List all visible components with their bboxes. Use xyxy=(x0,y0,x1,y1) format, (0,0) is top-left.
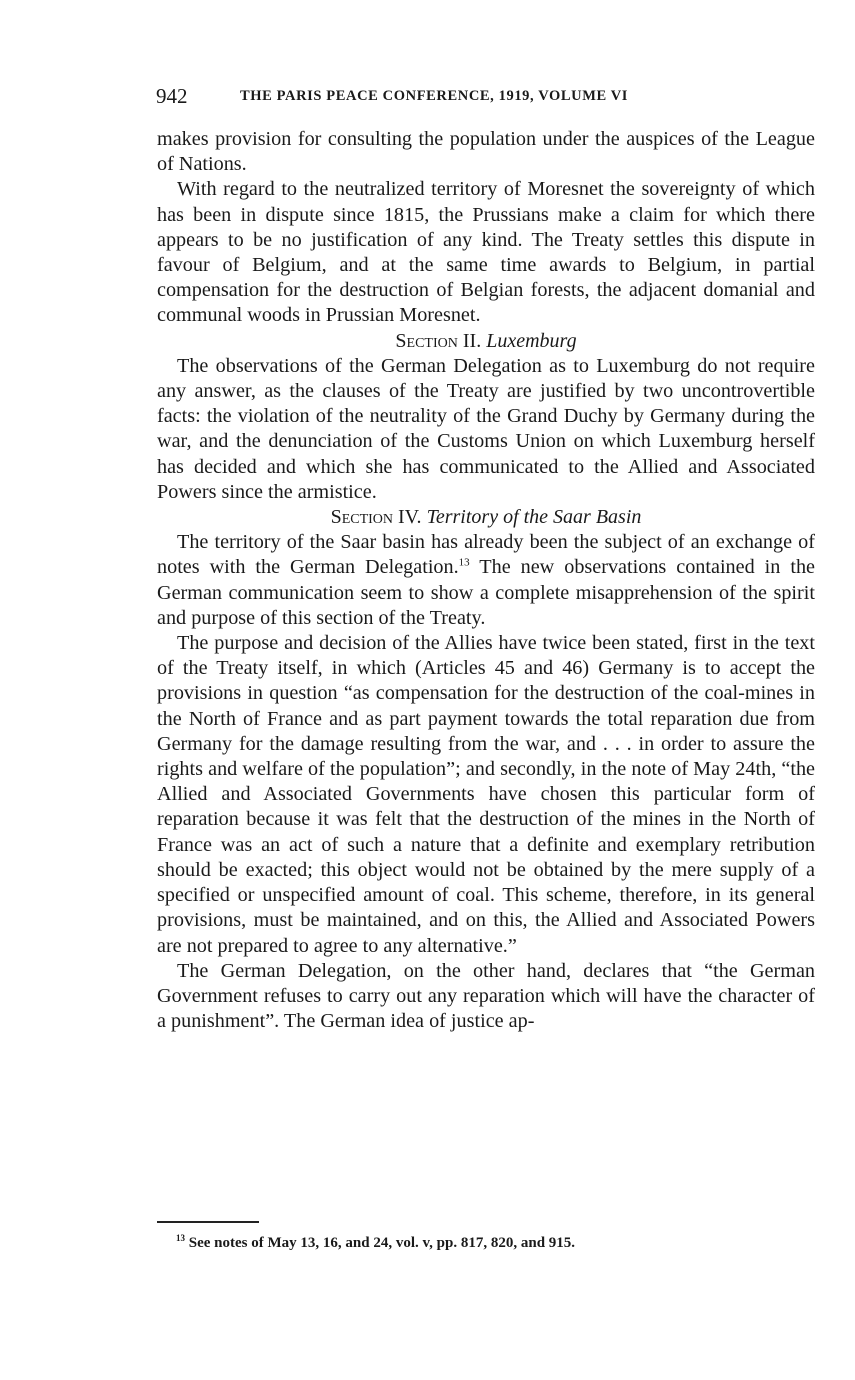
paragraph-saar-intro xyxy=(157,530,815,631)
running-head: THE PARIS PEACE CONFERENCE, 1919, VOLUME VI xyxy=(240,88,629,104)
footnote-marker: 13 xyxy=(176,1233,185,1243)
paragraph-luxemburg: The observations of the German Delegation as to Luxemburg do not require any answer, as the clauses of the Treaty are justified by two uncontrovertible facts: the violation of the neutrality of the Grand Duchy by Germany during the war, and the denunciation of the Customs Union on which Luxemburg herself has decided and which she has communicated to the Allied and Associated Powers since the armistice. xyxy=(157,354,815,503)
section-heading-saar xyxy=(157,505,815,530)
section-title: Luxemburg xyxy=(486,329,577,352)
page-header xyxy=(156,86,816,112)
footnote-reference: 13 xyxy=(458,556,470,569)
footnote-text: See notes of May 13, 16, and 24, vol. v, pp. 817, 820, and 915. xyxy=(188,1235,576,1251)
paragraph-allies-purpose: The purpose and decision of the Allies have twice been stated, first in the text of the Treaty itself, in which (Articles 45 and 46) Germany is to accept the provisions in question “as compensation for the destruction of the coal-mines in the North of France and as part payment towards the total reparation due from Germany for the damage resulting from the war, and . . . in order to assure the rights and welfare of the population”; and secondly, in the note of May 24th, “the Allied and Associated Governments have chosen this particular form of reparation because it was felt that the destruction of the mines in the North of France was an act of such a nature that a definite and exemplary retribution should be exacted; this object would not be obtained by the mere supply of a specified or unspecified amount of coal. This scheme, therefore, in its general provisions, must be maintained, and on this, the Allied and Associated Powers are not prepared to agree to any alternative.” xyxy=(157,632,815,957)
page-number: 942 xyxy=(156,84,188,108)
paragraph-text: The territory of the Saar basin has already been the subject of an exchange of notes with the German Delegation. xyxy=(157,531,815,579)
section-label: Section IV. xyxy=(330,506,422,529)
paragraph-continuation: makes provision for consulting the population under the auspices of the League of Nations. xyxy=(157,128,815,176)
section-heading-luxemburg xyxy=(157,329,815,354)
paragraph-text: The new observations contained in the German communication seem to show a complete misapprehension of the spirit and purpose of this section of the Treaty. xyxy=(157,556,815,629)
paragraph-moresnet: With regard to the neutralized territory of Moresnet the sovereignty of which has been in dispute since 1815, the Prussians make a claim for which there appears to be no justification of any kind. The Treaty settles this dispute in favour of Belgium, and at the same time awards to Belgium, in partial compensation for the destruction of Belgian forests, the adjacent domanial and communal woods in Prussian Moresnet. xyxy=(157,178,815,327)
paragraph-german-delegation: The German Delegation, on the other hand, declares that “the German Government refuses to carry out any reparation which will have the character of a punishment”. The German idea of justice ap- xyxy=(157,959,815,1033)
footnote-rule xyxy=(157,1221,259,1223)
footnote xyxy=(176,1233,776,1253)
section-title: Territory of the Saar Basin xyxy=(426,506,642,529)
section-label: Section II. xyxy=(395,329,482,352)
body-text xyxy=(157,127,815,1034)
